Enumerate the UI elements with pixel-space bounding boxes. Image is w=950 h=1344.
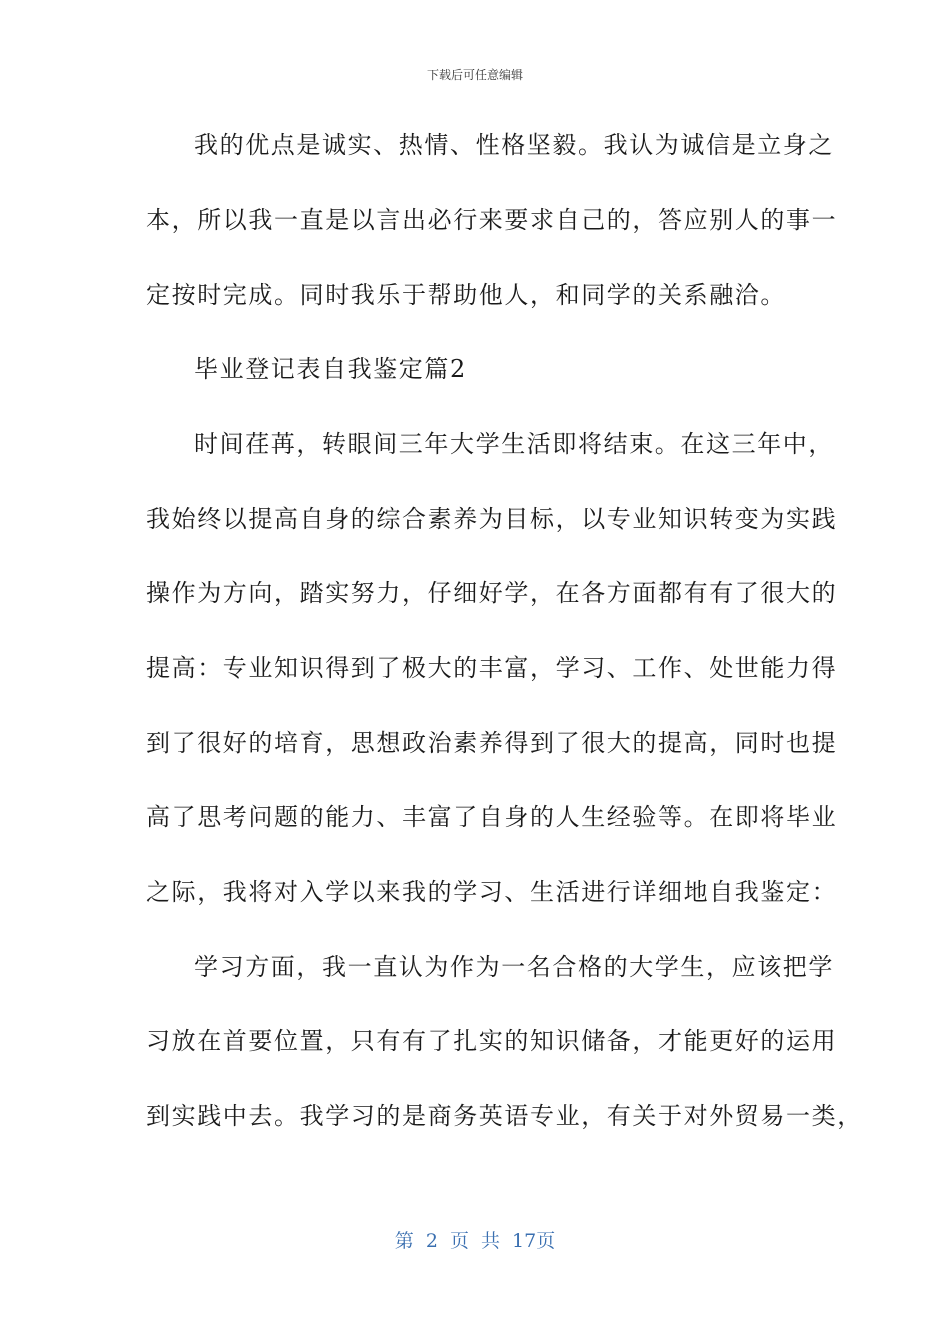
paragraph-3-line-5: 到了很好的培育，思想政治素养得到了很大的提高，同时也提 bbox=[146, 729, 838, 757]
paragraph-3-line-2: 我始终以提高自身的综合素养为目标，以专业知识转变为实践 bbox=[146, 505, 838, 533]
paragraph-4-line-3: 到实践中去。我学习的是商务英语专业，有关于对外贸易一类， bbox=[146, 1102, 863, 1130]
page-number-footer: 第 2 页 共 17页 bbox=[394, 1230, 556, 1252]
page-header-note: 下载后可任意编辑 bbox=[426, 68, 523, 82]
paragraph-3-line-7: 之际，我将对入学以来我的学习、生活进行详细地自我鉴定： bbox=[146, 878, 838, 906]
section-heading: 毕业登记表自我鉴定篇2 bbox=[194, 355, 467, 383]
paragraph-1-line-3: 定按时完成。同时我乐于帮助他人，和同学的关系融洽。 bbox=[146, 281, 786, 309]
paragraph-4-line-2: 习放在首要位置，只有有了扎实的知识储备，才能更好的运用 bbox=[146, 1027, 838, 1055]
paragraph-3-line-6: 高了思考问题的能力、丰富了自身的人生经验等。在即将毕业 bbox=[146, 803, 838, 831]
paragraph-1-line-1: 我的优点是诚实、热情、性格坚毅。我认为诚信是立身之 bbox=[194, 131, 834, 159]
paragraph-4-line-1: 学习方面，我一直认为作为一名合格的大学生，应该把学 bbox=[194, 953, 834, 981]
paragraph-3-line-1: 时间荏苒，转眼间三年大学生活即将结束。在这三年中， bbox=[194, 430, 834, 458]
paragraph-1-line-2: 本，所以我一直是以言出必行来要求自己的，答应别人的事一 bbox=[146, 206, 838, 234]
paragraph-3-line-3: 操作为方向，踏实努力，仔细好学，在各方面都有有了很大的 bbox=[146, 579, 838, 607]
paragraph-3-line-4: 提高：专业知识得到了极大的丰富，学习、工作、处世能力得 bbox=[146, 654, 838, 682]
